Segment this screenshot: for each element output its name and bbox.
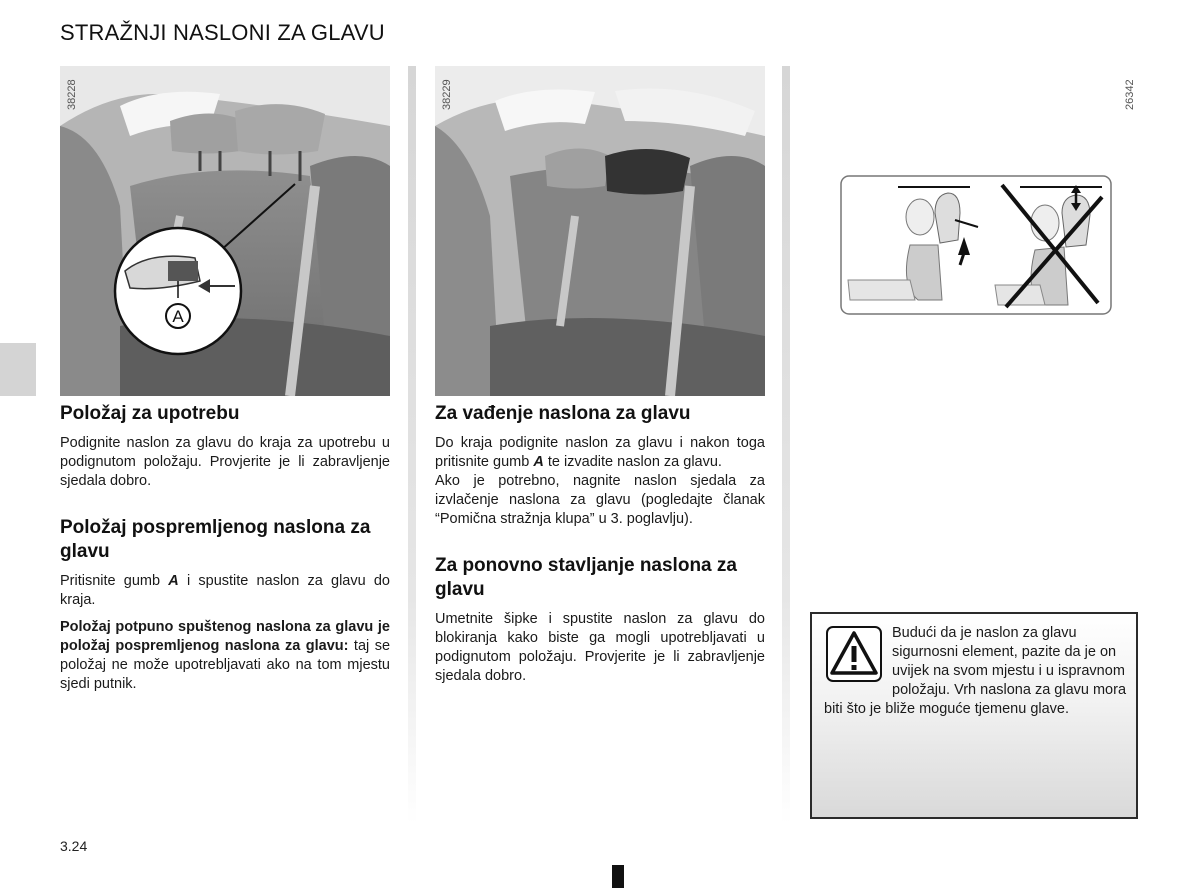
page-edge-mark — [612, 865, 624, 888]
warning-box — [810, 612, 1138, 819]
heading-stowed-position: Položaj pospremljenog naslona za glavu — [60, 517, 371, 562]
text-segment: te izvadite naslon za glavu. — [543, 454, 722, 470]
column-1 — [60, 402, 390, 694]
column-divider-1 — [408, 66, 416, 824]
headrest-position-diagram — [840, 175, 1112, 315]
text-segment: taj se položaj ne može upotrebljavati ako na tom mjestu sjedi putnik. — [60, 638, 391, 692]
heading-removing-headrest: Za vađenje naslona za glavu — [435, 403, 691, 424]
paragraph-position-for-use: Podignite naslon za glavu do kraja za upotrebu u podignutom položaju. Provjerite je li zabravljenje sjedala dobro. — [60, 435, 390, 489]
warning-text — [824, 624, 1128, 719]
paragraph-refitting-headrest: Umetnite šipke i spustite naslon za glavu do blokiranja kako biste ga mogli upotrebljavati u podignutom položaju. Provjerite je li zabravljenje sjedala dobro. — [435, 611, 765, 684]
text-segment: Pritisnite gumb — [60, 573, 169, 589]
paragraph-tilt-seatback: Ako je potrebno, nagnite naslon sjedala za izvlačenje naslona za glavu (pogledajte članak “Pomična stražnja klupa” u 3. poglavlju). — [435, 473, 765, 527]
headrest-release-photo — [60, 66, 390, 396]
paragraph-removing-headrest — [435, 434, 765, 472]
page-number: 3.24 — [60, 838, 88, 854]
image-code-3: 26342 — [1124, 79, 1136, 110]
image-code-1: 38228 — [66, 79, 78, 110]
paragraph-stowed-position — [60, 572, 390, 610]
warning-message: Budući da je naslon za glavu sigurnosni element, pazite da je on uvijek na svom mjestu i u ispravnom položaju. Vrh naslona za glavu mora biti što je bliže moguće tjemenu glave. — [824, 625, 1127, 717]
image-code-2: 38229 — [441, 79, 453, 110]
heading-refitting-headrest: Za ponovno stavljanje naslona za glavu — [435, 555, 737, 600]
column-2 — [435, 402, 765, 686]
page-title: STRAŽNJI NASLONI ZA GLAVU — [60, 20, 385, 45]
text-segment: i spustite naslon za glavu do kraja. — [60, 573, 390, 608]
headrest-removed-photo — [435, 66, 765, 396]
button-a-reference: A — [168, 573, 179, 589]
chapter-tab — [0, 343, 36, 396]
heading-position-for-use: Položaj za upotrebu — [60, 403, 240, 424]
bold-note: Položaj potpuno spuštenog naslona za glavu je položaj pospremljenog naslona za glavu: — [60, 619, 390, 654]
text-segment: Do kraja podignite naslon za glavu i nakon toga pritisnite gumb — [435, 435, 765, 470]
column-divider-2 — [782, 66, 790, 824]
callout-label-a: A — [172, 307, 184, 326]
paragraph-fully-lowered-note — [60, 618, 390, 694]
icon-float-spacer — [824, 624, 892, 690]
button-a-reference: A — [533, 454, 544, 470]
